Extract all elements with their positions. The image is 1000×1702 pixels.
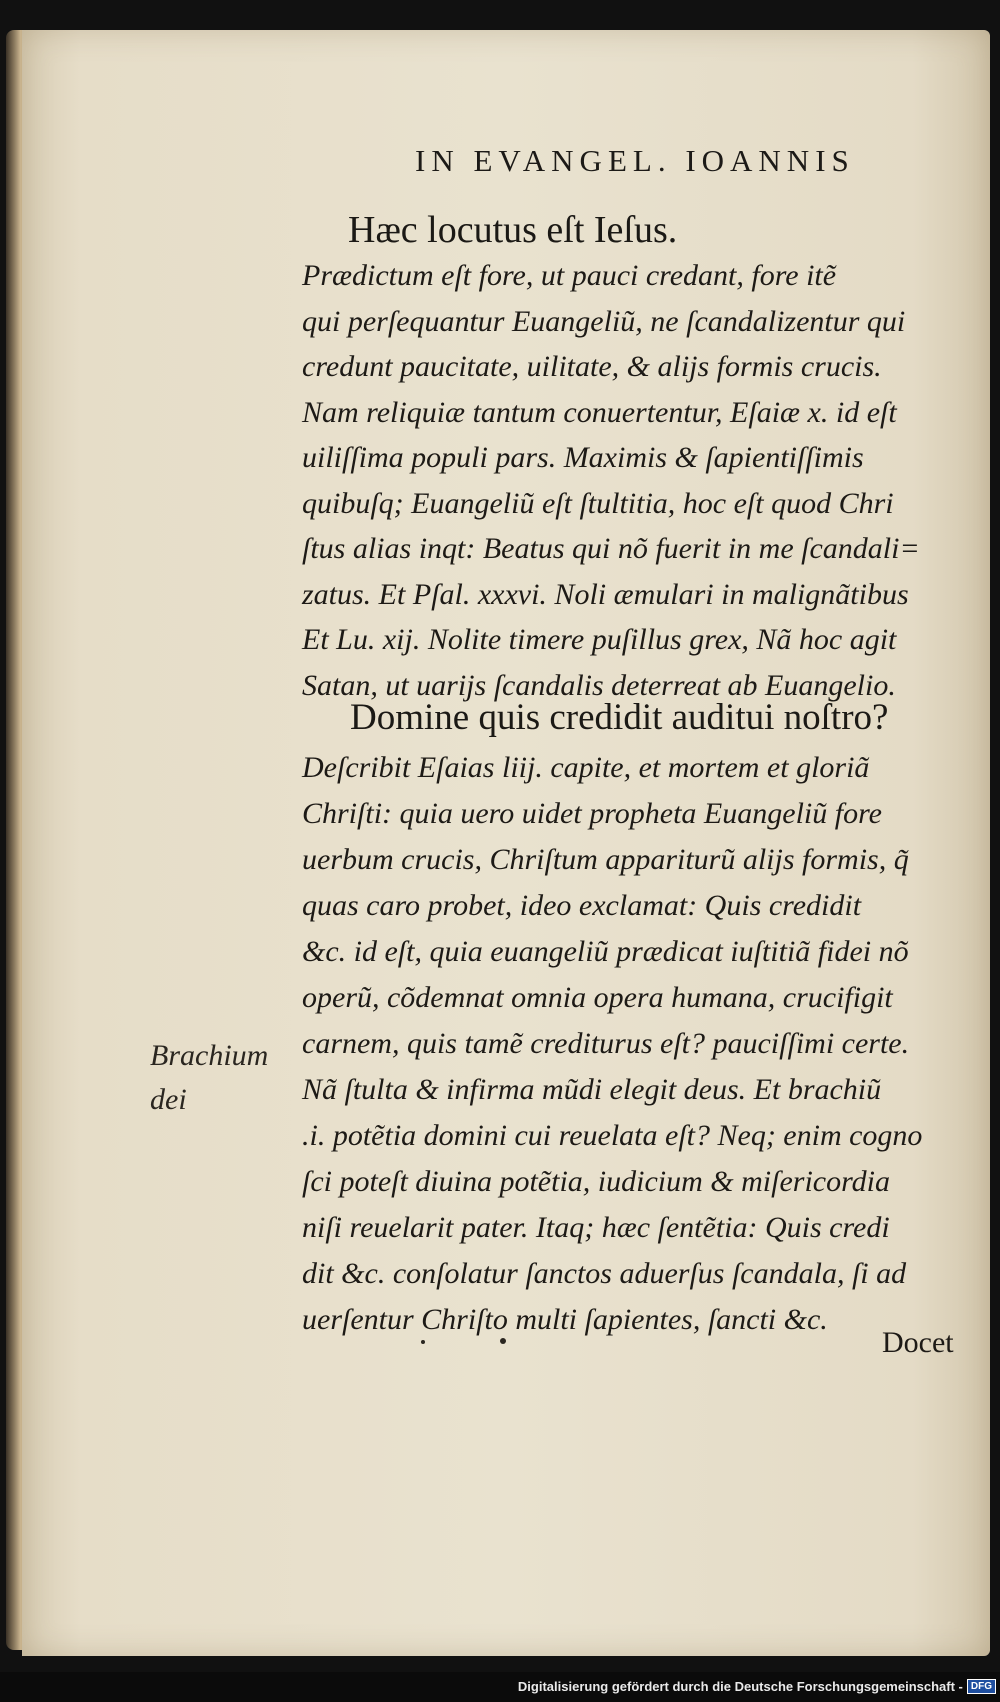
digitization-credit [518, 1679, 996, 1694]
credit-text: Digitalisierung gefördert durch die Deutsche Forschungsgemeinschaft - [517, 1679, 963, 1694]
text-line: ſtus alias inqt: Beatus qui nõ fuerit in me ſcandali= [302, 532, 920, 565]
catchword: Docet [882, 1326, 954, 1359]
text-line: Chriſti: quia uero uidet propheta Euangeliũ fore [302, 797, 882, 830]
text-line: carnem, quis tamẽ crediturus eſt? pauciſſimi certe. [302, 1027, 910, 1060]
ink-speck [500, 1338, 506, 1344]
text-line: uerbum crucis, Chriſtum appariturũ alijs formis, q̃ [302, 843, 909, 876]
text-line: uerſentur Chriſto multi ſapientes, ſancti &c. [302, 1303, 828, 1336]
margin-note-line-2: dei [150, 1083, 187, 1116]
text-line: quas caro probet, ideo exclamat: Quis credidit [302, 889, 862, 922]
text-line: ſci poteſt diuina potẽtia, iudicium & miſericordia [302, 1165, 890, 1198]
text-line: Deſcribit Eſaias liij. capite, et mortem et gloriã [302, 751, 870, 784]
text-line: Satan, ut uarijs ſcandalis deterreat ab Euangelio. [302, 668, 896, 702]
text-line: niſi reuelarit pater. Itaq; hæc ſentẽtia: Quis credi [302, 1211, 890, 1244]
running-head: IN EVANGEL. IOANNIS [415, 143, 855, 178]
margin-note [150, 1034, 268, 1122]
text-line: credunt paucitate, uilitate, & alijs formis crucis. [302, 350, 882, 383]
text-line: Nã ſtulta & infirma mũdi elegit deus. Et brachiũ [302, 1073, 882, 1106]
text-line: .i. potẽtia domini cui reuelata eſt? Neq; enim cogno [302, 1119, 923, 1152]
text-line: operũ, cõdemnat omnia opera humana, crucifigit [302, 981, 893, 1014]
text-line: quibuſq; Euangeliũ eſt ſtultitia, hoc eſt quod Chri [302, 486, 894, 520]
text-line: uiliſſima populi pars. Maximis & ſapientiſſimis [302, 441, 864, 474]
text-line: qui perſequantur Euangeliũ, ne ſcandalizentur qui [302, 304, 906, 338]
dfg-logo-icon: DFG [967, 1679, 996, 1694]
text-line: Et Lu. xij. Nolite timere puſillus grex, Nã hoc agit [302, 623, 897, 656]
margin-note-line-1: Brachium [150, 1039, 269, 1072]
text-line: Nam reliquiæ tantum conuertentur, Eſaiæ x. id eſt [302, 395, 897, 429]
ink-speck [421, 1340, 425, 1344]
section-heading-1: Hæc locutus eſt Ieſus. [348, 209, 678, 251]
text-line: &c. id eſt, quia euangeliũ prædicat iuſtitiã fidei nõ [302, 935, 909, 968]
text-line: dit &c. conſolatur ſanctos aduerſus ſcandala, ſi ad [302, 1257, 907, 1290]
text-line: Prædictum eſt fore, ut pauci credant, fore itẽ [302, 259, 837, 292]
section-heading-2: Domine quis credidit auditui noſtro? [350, 697, 889, 738]
text-line: zatus. Et Pſal. xxxvi. Noli æmulari in malignãtibus [302, 577, 909, 611]
